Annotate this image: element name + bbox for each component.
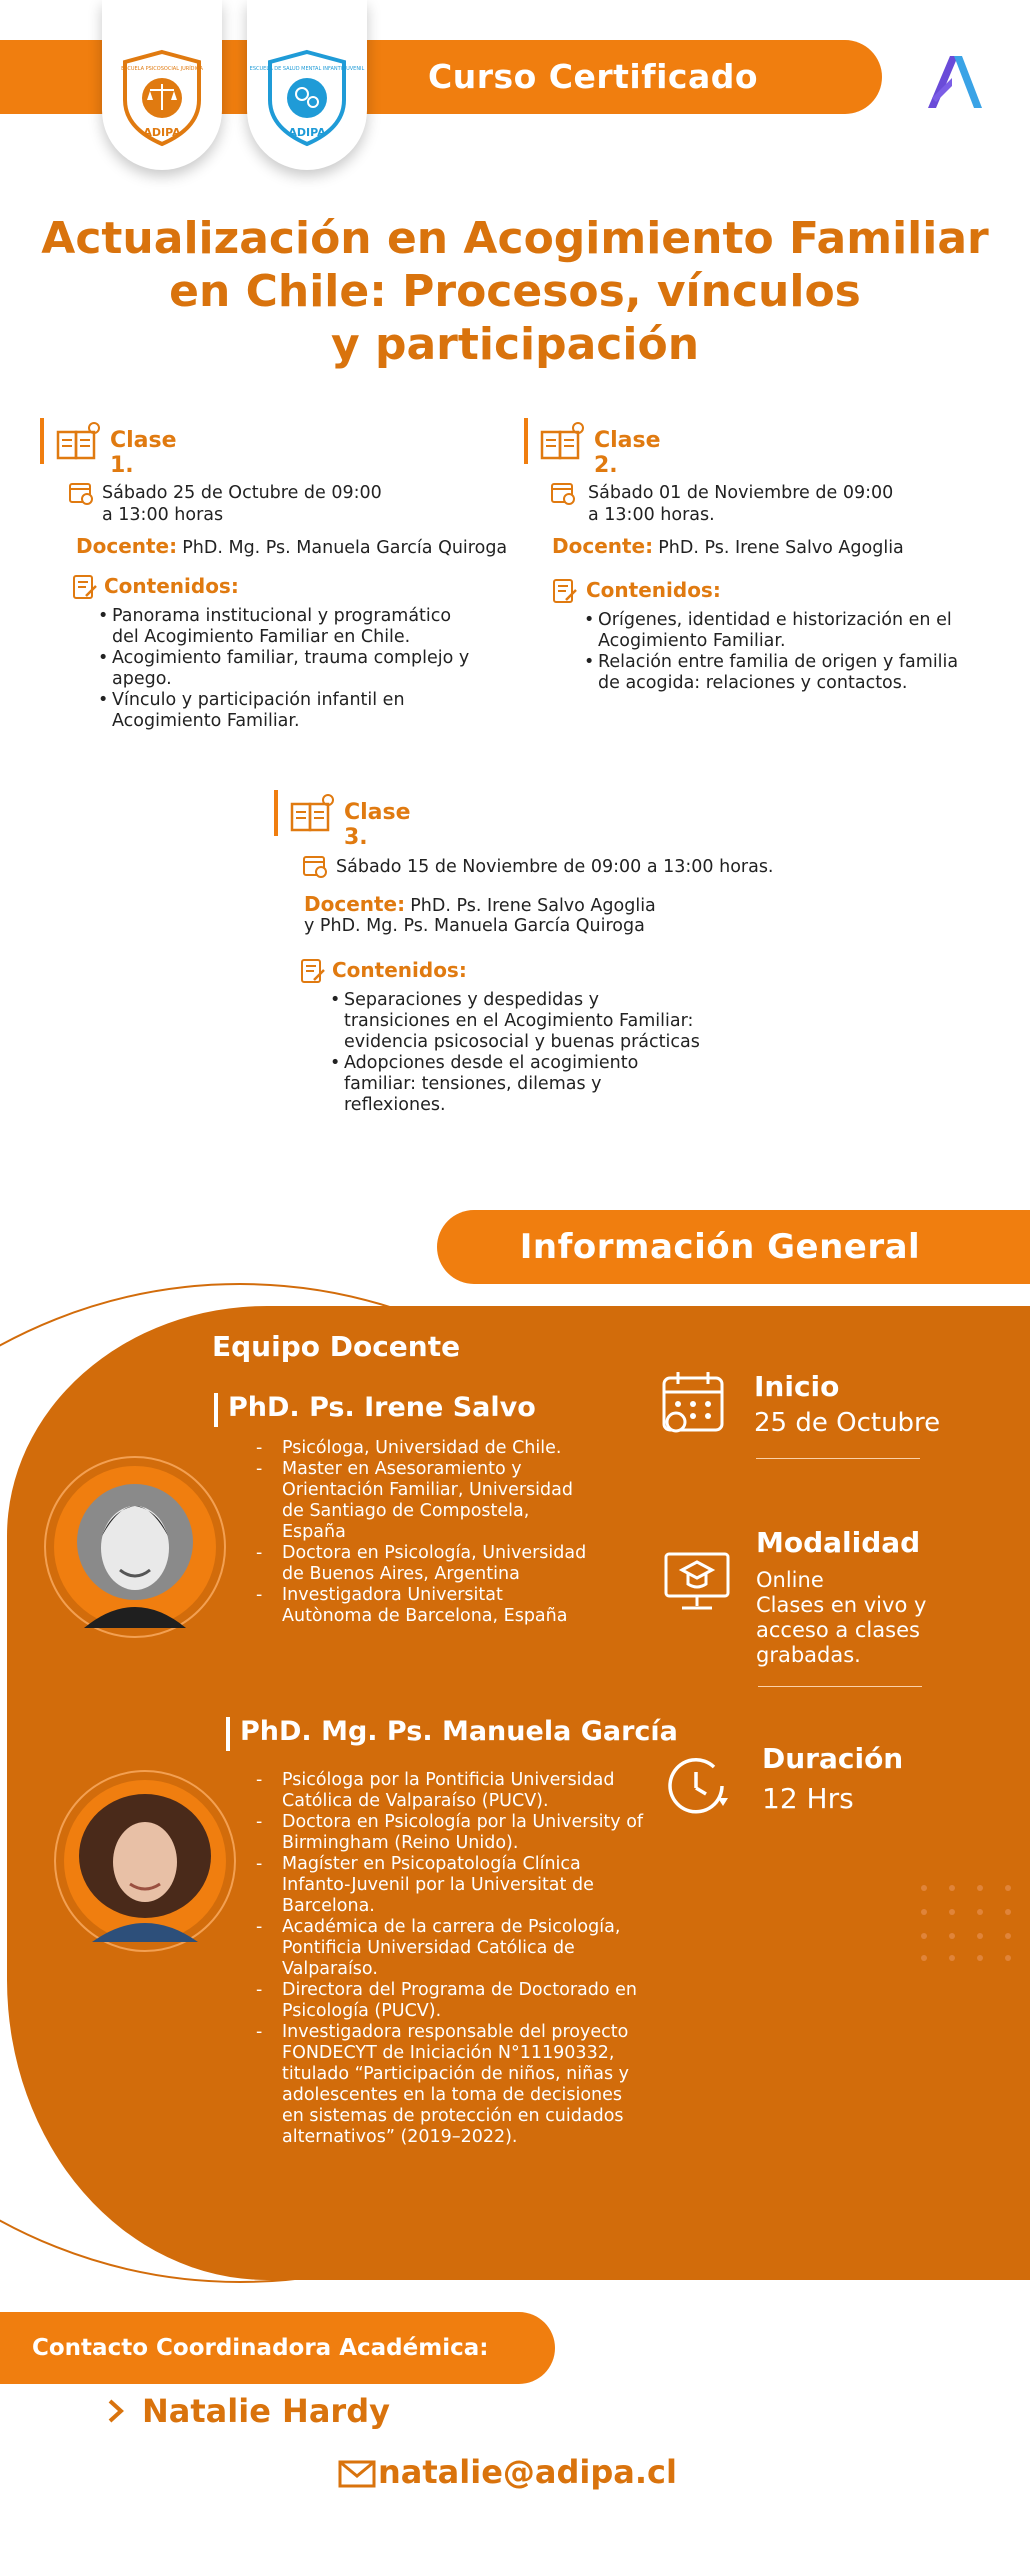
list-item: - Investigadora responsable del proyecto FONDECYT de Iniciación N°11190332, titulado “Participación de niños, niñas y adolescentes en la toma de decisiones en sistemas de protección en cuidados alternativos” (2019–2022). bbox=[256, 2022, 646, 2148]
class-1-contenidos-label: Contenidos: bbox=[104, 574, 239, 598]
class-1-title: Clase 1. bbox=[110, 428, 177, 478]
list-item: • Adopciones desde el acogimiento familiar: tensiones, dilemas y reflexiones. bbox=[330, 1053, 700, 1116]
class-1-date bbox=[102, 482, 482, 526]
adipa-logo-icon bbox=[924, 50, 984, 112]
modalidad-line: acceso a clases bbox=[756, 1618, 920, 1642]
class-3-docente-name-line2: y PhD. Mg. Ps. Manuela García Quiroga bbox=[304, 916, 645, 936]
docente-label: Docente: bbox=[76, 534, 178, 558]
list-item: - Directora del Programa de Doctorado en Psicología (PUCV). bbox=[256, 1980, 646, 2022]
duracion-value: 12 Hrs bbox=[762, 1782, 854, 1815]
modalidad-line: grabadas. bbox=[756, 1643, 861, 1667]
teacher-2-accent-bar bbox=[226, 1717, 230, 1751]
teacher-1-name: PhD. Ps. Irene Salvo bbox=[228, 1392, 536, 1423]
class-1-docente bbox=[76, 534, 507, 558]
monitor-graduation-icon bbox=[662, 1544, 732, 1614]
class-2-date-line2: a 13:00 horas. bbox=[588, 505, 715, 525]
list-item: • Panorama institucional y programático del Acogimiento Familiar en Chile. bbox=[98, 606, 478, 648]
document-pen-icon bbox=[72, 574, 98, 600]
list-item: - Investigadora Universitat Autònoma de Barcelona, España bbox=[256, 1585, 596, 1627]
class-2-date bbox=[588, 482, 988, 526]
modalidad-line: Online bbox=[756, 1568, 824, 1592]
class-2-contenidos-label: Contenidos: bbox=[586, 578, 721, 602]
badge-escuela-salud-mental bbox=[247, 0, 367, 170]
list-item: - Magíster en Psicopatología Clínica Infanto-Juvenil por la Universitat de Barcelona. bbox=[256, 1854, 646, 1917]
calendar-icon bbox=[68, 480, 94, 506]
class-2-docente-name: PhD. Ps. Irene Salvo Agoglia bbox=[658, 538, 904, 558]
calendar-icon bbox=[302, 853, 328, 879]
svg-text:ESCUELA DE SALUD MENTAL INFANT: ESCUELA DE SALUD MENTAL INFANTOJUVENIL bbox=[249, 66, 365, 72]
course-title-line2: en Chile: Procesos, vínculos bbox=[169, 266, 861, 317]
class-2-date-line1: Sábado 01 de Noviembre de 09:00 bbox=[588, 483, 894, 503]
teacher-1-photo bbox=[54, 1466, 216, 1628]
decorative-dots bbox=[918, 1882, 1018, 1962]
clock-icon bbox=[664, 1752, 736, 1820]
class-3-title: Clase 3. bbox=[344, 800, 411, 850]
scales-justice-icon bbox=[117, 48, 207, 148]
calendar-icon bbox=[660, 1370, 726, 1438]
modalidad-line: Clases en vivo y bbox=[756, 1593, 927, 1617]
teacher-1-photo-ring bbox=[44, 1456, 226, 1638]
list-item: - Psicóloga, Universidad de Chile. bbox=[256, 1438, 596, 1459]
class-2-contenidos-list bbox=[584, 610, 964, 694]
list-item: • Relación entre familia de origen y familia de acogida: relaciones y contactos. bbox=[584, 652, 964, 694]
course-title-line3: y participación bbox=[330, 319, 700, 370]
teacher-1-accent-bar bbox=[214, 1393, 218, 1427]
book-lamp-icon bbox=[538, 420, 586, 462]
document-pen-icon bbox=[552, 578, 578, 604]
list-item: • Vínculo y participación infantil en Acogimiento Familiar. bbox=[98, 690, 478, 732]
list-item: • Separaciones y despedidas y transiciones en el Acogimiento Familiar: evidencia psicosocial y buenas prácticas bbox=[330, 990, 700, 1053]
calendar-icon bbox=[550, 480, 576, 506]
docente-label: Docente: bbox=[552, 534, 654, 558]
info-general-title: Información General bbox=[519, 1227, 921, 1267]
course-title-line1: Actualización en Acogimiento Familiar bbox=[41, 213, 989, 264]
class-1-contenidos-list bbox=[98, 606, 478, 732]
inicio-value: 25 de Octubre bbox=[754, 1408, 941, 1438]
teacher-2-credentials bbox=[256, 1770, 646, 2148]
class-1-accent-bar bbox=[40, 418, 44, 464]
chevron-right-icon bbox=[106, 2398, 126, 2424]
document-pen-icon bbox=[300, 958, 326, 984]
teacher-2-name: PhD. Mg. Ps. Manuela García bbox=[240, 1716, 678, 1747]
list-item: - Master en Asesoramiento y Orientación Familiar, Universidad de Santiago de Compostela, España bbox=[256, 1459, 596, 1543]
contact-email-link[interactable]: natalie@adipa.cl bbox=[378, 2453, 677, 2491]
badge-escuela-psicosocial bbox=[102, 0, 222, 170]
modalidad-details bbox=[756, 1568, 926, 1668]
class-1-date-line1: Sábado 25 de Octubre de 09:00 bbox=[102, 483, 382, 503]
class-3-accent-bar bbox=[274, 790, 278, 836]
class-3-contenidos-label: Contenidos: bbox=[332, 958, 467, 982]
class-2-title: Clase 2. bbox=[594, 428, 661, 478]
list-item: • Orígenes, identidad e historización en el Acogimiento Familiar. bbox=[584, 610, 964, 652]
class-3-date-line1: Sábado 15 de Noviembre de 09:00 a 13:00 horas. bbox=[336, 857, 774, 877]
teacher-1-credentials bbox=[256, 1438, 596, 1627]
class-1-docente-name: PhD. Mg. Ps. Manuela García Quiroga bbox=[182, 538, 508, 558]
contact-label: Contacto Coordinadora Académica: bbox=[32, 2335, 489, 2361]
list-item: - Doctora en Psicología por la University of Birmingham (Reino Unido). bbox=[256, 1812, 646, 1854]
list-item: - Académica de la carrera de Psicología, Pontificia Universidad Católica de Valparaíso. bbox=[256, 1917, 646, 1980]
class-1-date-line2: a 13:00 horas bbox=[102, 505, 224, 525]
class-2-accent-bar bbox=[524, 418, 528, 464]
divider bbox=[756, 1458, 920, 1459]
list-item: - Doctora en Psicología, Universidad de Buenos Aires, Argentina bbox=[256, 1543, 596, 1585]
list-item: • Acogimiento familiar, trauma complejo y apego. bbox=[98, 648, 478, 690]
course-title bbox=[0, 212, 1030, 371]
book-lamp-icon bbox=[288, 792, 336, 834]
class-3-docente-name-line1: PhD. Ps. Irene Salvo Agoglia bbox=[410, 896, 656, 916]
svg-text:ADIPA: ADIPA bbox=[143, 126, 181, 139]
class-3-contenidos-list bbox=[330, 990, 700, 1116]
teacher-2-photo bbox=[64, 1780, 226, 1942]
svg-text:ESCUELA PSICOSOCIAL JURÍDICA: ESCUELA PSICOSOCIAL JURÍDICA bbox=[121, 66, 203, 72]
class-2-docente bbox=[552, 534, 904, 558]
modalidad-label: Modalidad bbox=[756, 1526, 921, 1559]
duracion-label: Duración bbox=[762, 1742, 904, 1775]
svg-text:ADIPA: ADIPA bbox=[288, 126, 326, 139]
envelope-icon bbox=[338, 2460, 376, 2488]
divider bbox=[758, 1686, 922, 1687]
class-3-date bbox=[336, 856, 774, 878]
head-gears-icon bbox=[249, 48, 365, 148]
book-lamp-icon bbox=[54, 420, 102, 462]
header-banner-text: Curso Certificado bbox=[428, 57, 759, 96]
contact-name: Natalie Hardy bbox=[142, 2392, 390, 2430]
docente-label: Docente: bbox=[304, 892, 406, 916]
teacher-2-photo-ring bbox=[54, 1770, 236, 1952]
inicio-label: Inicio bbox=[754, 1370, 840, 1403]
equipo-docente-title: Equipo Docente bbox=[212, 1330, 461, 1363]
class-3-docente bbox=[304, 892, 656, 936]
list-item: - Psicóloga por la Pontificia Universidad Católica de Valparaíso (PUCV). bbox=[256, 1770, 646, 1812]
